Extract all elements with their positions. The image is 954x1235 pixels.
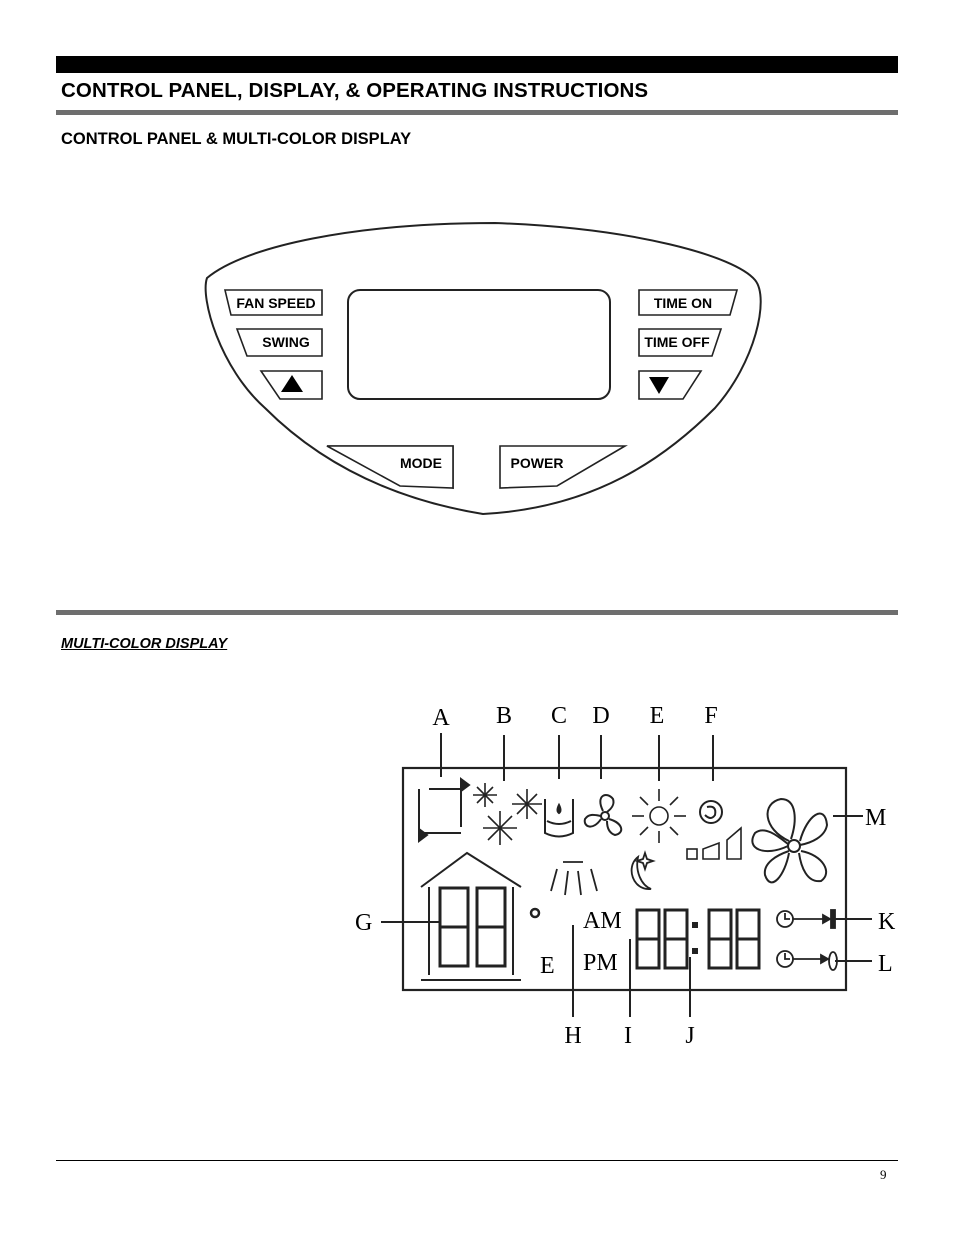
fan-large-icon [752,799,827,882]
fan-icon [585,795,622,835]
label-c: C [550,703,568,729]
panel-lcd-window [348,290,610,399]
mode-button[interactable] [327,446,453,488]
label-m: M [865,805,887,831]
panel-outline [206,223,761,514]
dehumidify-icon [545,799,573,837]
down-button[interactable] [639,371,701,399]
lcd-display-diagram [345,695,905,1055]
ionizer-icon [700,801,722,823]
label-i: I [624,1023,632,1049]
swing-label: SWING [262,334,310,350]
cool-snowflake-icon [473,783,542,845]
fan-speed-label: FAN SPEED [236,295,316,311]
page-number: 9 [880,1167,887,1182]
mode-label: MODE [400,455,442,471]
swing-button[interactable] [237,329,322,356]
timer-off-icon [777,951,837,970]
degree-icon [531,909,539,917]
up-button[interactable] [261,371,322,399]
time-off-button[interactable] [639,329,721,356]
label-b: B [495,703,513,729]
time-on-button[interactable] [639,290,737,315]
clock-digits [637,910,759,968]
label-g: G [355,910,373,936]
label-h: H [564,1023,582,1049]
heat-sun-icon [632,789,686,843]
section-title: CONTROL PANEL & MULTI-COLOR DISPLAY [61,130,412,148]
section-divider-2 [56,610,898,615]
pm-indicator: PM [583,950,618,976]
label-f: F [704,703,718,729]
time-off-label: TIME OFF [644,334,710,350]
power-button[interactable] [500,446,625,488]
section-divider [56,110,898,115]
error-char: E [540,953,555,979]
label-a: A [432,705,450,731]
header-bar [56,56,898,73]
timer-on-icon [777,910,835,928]
footer-rule [56,1160,898,1161]
auto-mode-icon [419,779,469,841]
subsection-title: MULTI-COLOR DISPLAY [61,636,228,652]
label-k: K [878,909,896,935]
fan-speed-button[interactable] [225,290,322,315]
fan-speed-bars-icon [687,828,741,859]
am-indicator: AM [583,908,622,934]
label-d: D [592,703,610,729]
label-e: E [649,703,665,729]
sleep-moon-icon [632,853,653,889]
swing-icon [551,862,597,895]
temperature-digits [440,888,505,966]
label-j: J [685,1023,695,1049]
page-title: CONTROL PANEL, DISPLAY, & OPERATING INSTRUCTIONS [61,79,649,102]
label-l: L [878,951,893,977]
time-on-label: TIME ON [653,295,713,311]
control-panel-diagram [195,218,770,523]
power-label: POWER [510,455,564,471]
